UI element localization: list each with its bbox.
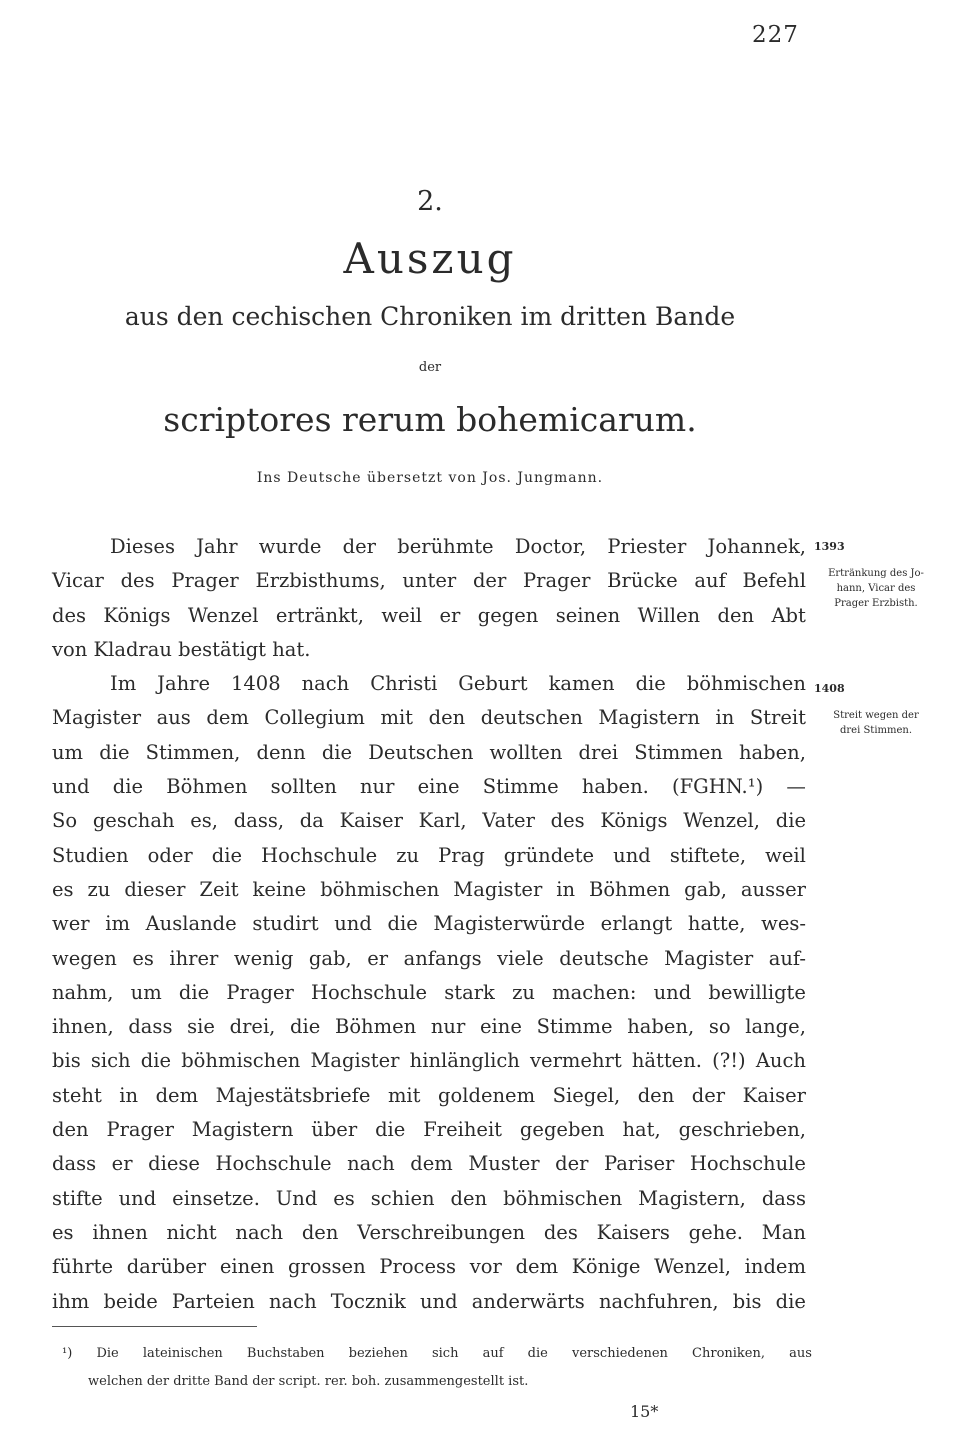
word: Die bbox=[96, 1346, 119, 1361]
text-line bbox=[52, 564, 806, 598]
word: (?!) bbox=[712, 1049, 746, 1073]
word: im bbox=[105, 912, 130, 936]
word: Prag bbox=[438, 843, 485, 867]
word: Willen bbox=[637, 603, 701, 627]
word: die bbox=[635, 672, 666, 696]
word: stark bbox=[444, 980, 495, 1004]
word: nicht bbox=[166, 1220, 217, 1244]
word: den bbox=[637, 1083, 675, 1107]
word: Prager bbox=[226, 980, 294, 1004]
word: die bbox=[112, 775, 144, 799]
word: haben, bbox=[627, 1015, 695, 1039]
text-line bbox=[52, 976, 806, 1010]
word: Hochschule bbox=[311, 980, 428, 1004]
word: darüber bbox=[126, 1255, 207, 1279]
word: Hochschule bbox=[689, 1152, 806, 1176]
word: hätten. bbox=[631, 1049, 702, 1073]
word: Hochschule bbox=[261, 843, 378, 867]
word: den bbox=[717, 603, 755, 627]
word: Brücke bbox=[607, 569, 678, 593]
word: anderwärts bbox=[471, 1289, 585, 1313]
footnote-line-1 bbox=[52, 1340, 812, 1368]
word: Freiheit bbox=[423, 1118, 503, 1142]
word: Magister bbox=[52, 706, 142, 730]
word: ihnen bbox=[92, 1220, 148, 1244]
word: da bbox=[299, 809, 324, 833]
word: Kaiser bbox=[742, 1083, 806, 1107]
word: Auslande bbox=[145, 912, 237, 936]
word: Collegium bbox=[264, 706, 365, 730]
word: Vater bbox=[482, 809, 535, 833]
word: Magister bbox=[453, 877, 543, 901]
word: sich bbox=[431, 1346, 459, 1361]
word: dass bbox=[761, 1186, 806, 1210]
margin-note-1393 bbox=[806, 566, 946, 611]
word: böhmischen bbox=[503, 1186, 623, 1210]
word: mit bbox=[387, 1083, 421, 1107]
word: Auch bbox=[755, 1049, 806, 1073]
text-line bbox=[52, 1216, 806, 1250]
word: Doctor, bbox=[514, 535, 587, 558]
word: deutschen bbox=[480, 706, 583, 730]
word: Stimme bbox=[482, 775, 559, 799]
word: Wenzel, bbox=[654, 1255, 731, 1279]
word: des bbox=[543, 1220, 578, 1244]
word: anfangs bbox=[403, 946, 482, 970]
text-line bbox=[52, 1250, 806, 1284]
word: böhmischen bbox=[181, 1049, 301, 1073]
word: gab, bbox=[684, 877, 727, 901]
word: schien bbox=[370, 1186, 435, 1210]
margin-note-line: Prager Erzbisth. bbox=[834, 598, 918, 609]
word: und bbox=[52, 775, 90, 799]
word: keine bbox=[252, 877, 307, 901]
word: sollten bbox=[270, 775, 337, 799]
word: die bbox=[387, 912, 418, 936]
word: Process bbox=[379, 1255, 457, 1279]
margin-note-line: Streit wegen der bbox=[833, 710, 919, 721]
word: die bbox=[99, 740, 130, 764]
word: Stimmen, bbox=[145, 740, 241, 764]
text-line bbox=[52, 701, 806, 735]
text-line bbox=[52, 839, 806, 873]
word: dass bbox=[128, 1015, 173, 1039]
page-number: 227 bbox=[752, 22, 799, 48]
word: hinlänglich bbox=[409, 1049, 520, 1073]
word: Magistern bbox=[191, 1118, 294, 1142]
word: vor bbox=[469, 1255, 502, 1279]
word: stiftete, bbox=[669, 843, 747, 867]
word: gehe. bbox=[688, 1220, 743, 1244]
word: berühmte bbox=[397, 535, 494, 558]
body-text bbox=[52, 530, 806, 1319]
section-number: 2. bbox=[417, 186, 443, 217]
text-line bbox=[52, 770, 806, 804]
word: ertränkt, bbox=[275, 603, 364, 627]
word: Magistern, bbox=[638, 1186, 746, 1210]
word: So bbox=[52, 809, 78, 833]
word: es bbox=[52, 1220, 74, 1244]
word: Böhmen bbox=[334, 1015, 417, 1039]
word: Kaiser bbox=[339, 809, 403, 833]
margin-note-1408 bbox=[806, 708, 946, 738]
text-line: von Kladrau bestätigt hat. bbox=[52, 637, 311, 661]
word: nach bbox=[268, 1289, 317, 1313]
word: ausser bbox=[740, 877, 806, 901]
word: deutsche bbox=[559, 946, 649, 970]
text-line bbox=[52, 1182, 806, 1216]
word: dem bbox=[206, 706, 249, 730]
word: — bbox=[786, 775, 806, 799]
word: der bbox=[555, 1152, 589, 1176]
word: hatte, bbox=[687, 912, 746, 936]
word: gründete bbox=[503, 843, 595, 867]
word: lange, bbox=[745, 1015, 806, 1039]
text-line bbox=[52, 1010, 806, 1044]
word: den bbox=[428, 706, 466, 730]
word: Streit bbox=[749, 706, 806, 730]
word: drei, bbox=[229, 1015, 276, 1039]
word: nur bbox=[360, 775, 395, 799]
word: geschah bbox=[92, 809, 175, 833]
word: denn bbox=[256, 740, 306, 764]
word: es bbox=[333, 1186, 355, 1210]
word: ihrer bbox=[169, 946, 219, 970]
word: einsetze. bbox=[172, 1186, 260, 1210]
word: und bbox=[334, 912, 372, 936]
margin-note-line: drei Stimmen. bbox=[839, 725, 913, 736]
footnote-line-2: welchen der dritte Band der script. rer. boh. zusammengestellt ist. bbox=[88, 1374, 529, 1389]
word: böhmischen bbox=[686, 672, 806, 696]
document-title: Auszug bbox=[343, 234, 517, 283]
text-line bbox=[52, 530, 806, 564]
signature-mark: 15* bbox=[630, 1402, 659, 1421]
word: Man bbox=[761, 1220, 806, 1244]
word: Magisterwürde bbox=[433, 912, 586, 936]
word: und bbox=[118, 1186, 157, 1210]
word: dieser bbox=[124, 877, 186, 901]
word: unter bbox=[402, 569, 457, 593]
word: Wenzel, bbox=[683, 809, 760, 833]
word: führte bbox=[52, 1255, 114, 1279]
word: bewilligte bbox=[708, 980, 806, 1004]
word: hat, bbox=[622, 1118, 661, 1142]
word: Studien bbox=[52, 843, 129, 867]
word: die bbox=[321, 740, 353, 764]
word: haben, bbox=[738, 740, 806, 764]
word: wollten bbox=[489, 740, 563, 764]
word: es bbox=[132, 946, 154, 970]
word: stifte bbox=[52, 1186, 103, 1210]
word: drei bbox=[578, 740, 619, 764]
word: verschiedenen bbox=[572, 1346, 668, 1361]
word: Christi bbox=[370, 672, 438, 696]
document-title-2: scriptores rerum bohemicarum. bbox=[163, 400, 697, 439]
word: nach bbox=[301, 672, 350, 696]
word: der bbox=[342, 535, 377, 558]
word: um bbox=[130, 980, 162, 1004]
word: gab, bbox=[308, 946, 352, 970]
word: Prager bbox=[523, 569, 591, 593]
text-line bbox=[52, 736, 806, 770]
word: Erzbisthums, bbox=[255, 569, 386, 593]
word: Prager bbox=[171, 569, 239, 593]
word: nahm, bbox=[52, 980, 114, 1004]
word: weil bbox=[765, 843, 806, 867]
word: böhmischen bbox=[320, 877, 440, 901]
word: in bbox=[556, 877, 576, 901]
word: sie bbox=[187, 1015, 215, 1039]
word: Karl, bbox=[418, 809, 467, 833]
word: in bbox=[715, 706, 735, 730]
word: dem bbox=[410, 1152, 453, 1176]
word: die bbox=[375, 1118, 406, 1142]
word: diese bbox=[148, 1152, 200, 1176]
word: Dieses bbox=[110, 535, 175, 558]
word: dass, bbox=[233, 809, 285, 833]
word: 1408 bbox=[230, 672, 281, 696]
word: studirt bbox=[252, 912, 319, 936]
word: der bbox=[472, 569, 507, 593]
word: eine bbox=[480, 1015, 522, 1039]
word: geschrieben, bbox=[678, 1118, 806, 1142]
word: auf- bbox=[768, 946, 806, 970]
word: Magistern bbox=[598, 706, 700, 730]
text-line bbox=[52, 942, 806, 976]
word: wenig bbox=[233, 946, 294, 970]
word: gegen bbox=[477, 603, 539, 627]
word: viele bbox=[497, 946, 544, 970]
footnote bbox=[52, 1340, 812, 1396]
word: Vicar bbox=[52, 569, 104, 593]
word: und bbox=[653, 980, 692, 1004]
title-connector: der bbox=[418, 360, 442, 375]
word: des bbox=[120, 569, 155, 593]
word: gegeben bbox=[519, 1118, 605, 1142]
word: wurde bbox=[258, 535, 322, 558]
word: wer bbox=[52, 912, 90, 936]
word: um bbox=[52, 740, 84, 764]
word: Böhmen bbox=[166, 775, 248, 799]
text-line bbox=[52, 873, 806, 907]
word: haben. bbox=[581, 775, 649, 799]
text-line bbox=[52, 907, 806, 941]
word: Im bbox=[110, 672, 137, 696]
word: Magister bbox=[310, 1049, 400, 1073]
margin-year-1408: 1408 bbox=[814, 682, 845, 695]
document-subtitle: aus den cechischen Chroniken im dritten Bande bbox=[124, 302, 736, 331]
text-line bbox=[52, 1044, 806, 1078]
word: und bbox=[613, 843, 651, 867]
word: wes- bbox=[761, 912, 806, 936]
word: des bbox=[550, 809, 585, 833]
word: so bbox=[708, 1015, 731, 1039]
text-line bbox=[52, 1113, 806, 1147]
word: aus bbox=[156, 706, 191, 730]
word: bis bbox=[732, 1289, 762, 1313]
text-line bbox=[52, 667, 806, 701]
word: steht bbox=[52, 1083, 102, 1107]
word: Priester bbox=[607, 535, 687, 558]
word: Kaisers bbox=[596, 1220, 670, 1244]
word: den bbox=[52, 1118, 89, 1142]
word: zu bbox=[512, 980, 535, 1004]
word: Und bbox=[275, 1186, 318, 1210]
word: lateinischen bbox=[142, 1346, 223, 1361]
word: Jahr bbox=[196, 535, 238, 558]
word: Jahre bbox=[157, 672, 211, 696]
word: Chroniken, bbox=[692, 1346, 765, 1361]
footnote-rule bbox=[52, 1326, 257, 1327]
margin-year-1393: 1393 bbox=[814, 540, 845, 553]
word: Prager bbox=[106, 1118, 174, 1142]
word: Könige bbox=[571, 1255, 641, 1279]
word: nur bbox=[430, 1015, 466, 1039]
word: Königs bbox=[103, 603, 171, 627]
word: Muster bbox=[468, 1152, 540, 1176]
word: Befehl bbox=[742, 569, 806, 593]
word: die bbox=[140, 1049, 172, 1073]
word: über bbox=[311, 1118, 358, 1142]
word: Zeit bbox=[199, 877, 239, 901]
word: den bbox=[450, 1186, 488, 1210]
word: (FGHN.¹) bbox=[672, 775, 764, 799]
word: die bbox=[775, 809, 806, 833]
word: dem bbox=[515, 1255, 559, 1279]
word: nachfuhren, bbox=[598, 1289, 719, 1313]
text-line bbox=[52, 1079, 806, 1113]
word: Hochschule bbox=[215, 1152, 332, 1176]
word: Verschreibungen bbox=[357, 1220, 526, 1244]
word: auf bbox=[482, 1346, 504, 1361]
word: er bbox=[111, 1152, 133, 1176]
word: Parteien bbox=[171, 1289, 255, 1313]
word: Majestätsbriefe bbox=[215, 1083, 371, 1107]
word: Buchstaben bbox=[246, 1346, 325, 1361]
word: machen: bbox=[552, 980, 637, 1004]
word: einen bbox=[219, 1255, 275, 1279]
word: beziehen bbox=[348, 1346, 408, 1361]
word: Siegel, bbox=[552, 1083, 621, 1107]
word: Königs bbox=[600, 809, 668, 833]
translator-credit: Ins Deutsche übersetzt von Jos. Jungmann. bbox=[256, 470, 604, 486]
word: es, bbox=[190, 809, 218, 833]
word: beide bbox=[103, 1289, 158, 1313]
text-line bbox=[52, 804, 806, 838]
margin-note-line: Ertränkung des Jo- bbox=[828, 568, 924, 579]
word: Magister bbox=[664, 946, 754, 970]
word: mit bbox=[380, 706, 414, 730]
word: Böhmen bbox=[588, 877, 671, 901]
word: die bbox=[527, 1346, 548, 1361]
word: die bbox=[775, 1289, 806, 1313]
word: grossen bbox=[287, 1255, 366, 1279]
word: zu bbox=[396, 843, 420, 867]
text-line bbox=[52, 1147, 806, 1181]
word: zu bbox=[87, 877, 111, 901]
word: ihnen, bbox=[52, 1015, 114, 1039]
word: auf bbox=[694, 569, 726, 593]
word: der bbox=[691, 1083, 726, 1107]
word: erlangt bbox=[600, 912, 673, 936]
word: nach bbox=[235, 1220, 284, 1244]
word: sich bbox=[90, 1049, 131, 1073]
word: Stimmen bbox=[634, 740, 723, 764]
word: ihm bbox=[52, 1289, 90, 1313]
word: es bbox=[52, 877, 74, 901]
text-line bbox=[52, 1285, 806, 1319]
word: Abt bbox=[771, 603, 806, 627]
word: goldenem bbox=[438, 1083, 536, 1107]
word: seinen bbox=[555, 603, 621, 627]
word: dass bbox=[52, 1152, 97, 1176]
text-line bbox=[52, 599, 806, 633]
word: in bbox=[119, 1083, 139, 1107]
word: aus bbox=[789, 1346, 812, 1361]
word: bis bbox=[52, 1049, 81, 1073]
word: die bbox=[211, 843, 243, 867]
word: Wenzel bbox=[187, 603, 259, 627]
word: Johannek, bbox=[707, 535, 806, 558]
word: nach bbox=[347, 1152, 395, 1176]
word: wegen bbox=[52, 946, 117, 970]
word: die bbox=[178, 980, 210, 1004]
word: die bbox=[290, 1015, 321, 1039]
word: Tocznik bbox=[330, 1289, 406, 1313]
word: des bbox=[52, 603, 87, 627]
word: und bbox=[420, 1289, 458, 1313]
word: weil bbox=[381, 603, 423, 627]
word: oder bbox=[147, 843, 193, 867]
word: Geburt bbox=[458, 672, 528, 696]
word: kamen bbox=[548, 672, 615, 696]
word: Stimme bbox=[536, 1015, 613, 1039]
margin-note-line: hann, Vicar des bbox=[836, 583, 916, 594]
word: indem bbox=[744, 1255, 806, 1279]
word: vermehrt bbox=[530, 1049, 622, 1073]
word: er bbox=[367, 946, 389, 970]
word: ¹) bbox=[62, 1346, 73, 1361]
word: er bbox=[439, 603, 461, 627]
word: dem bbox=[155, 1083, 199, 1107]
word: den bbox=[301, 1220, 339, 1244]
word: Deutschen bbox=[368, 740, 474, 764]
word: eine bbox=[417, 775, 460, 799]
word: Pariser bbox=[604, 1152, 675, 1176]
